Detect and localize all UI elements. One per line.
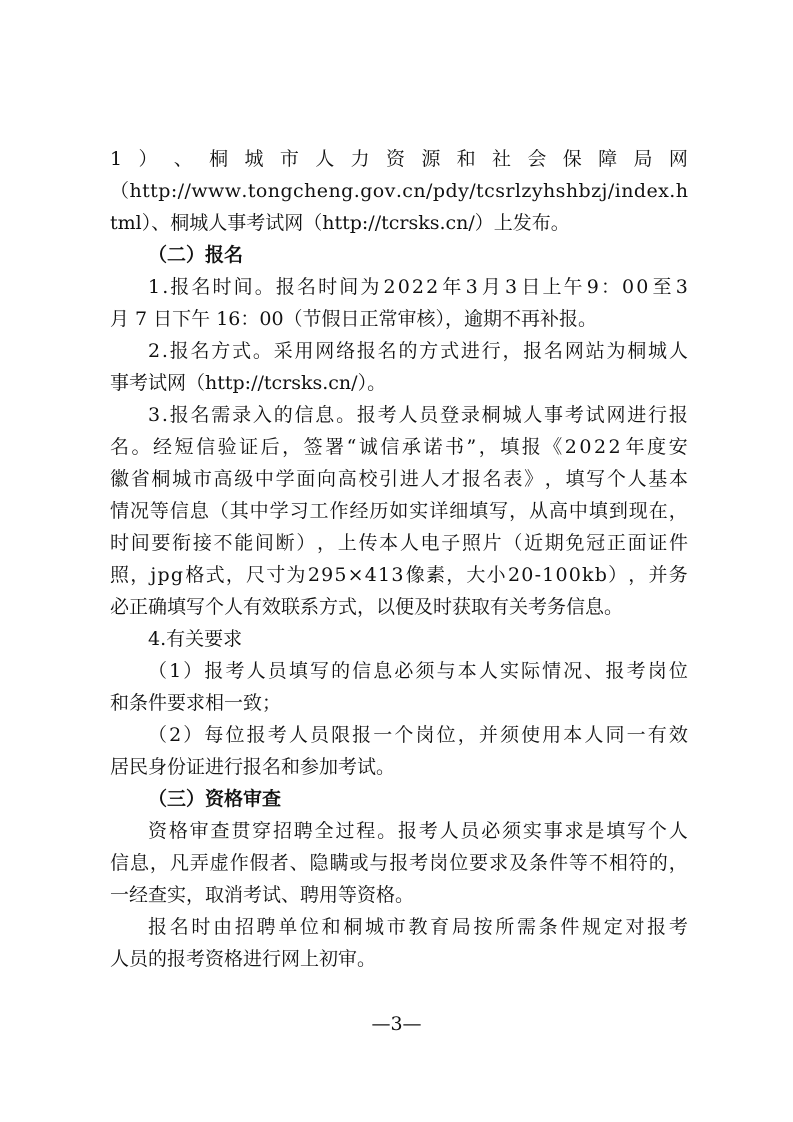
text-line: 必正确填写个人有效联系方式，以便及时获取有关考务信息。 [110,596,624,618]
document-body [110,143,688,975]
text-line: 名 。 经 短 信 验 证 后 ， 签 署 “ 诚 信 承 诺 书 ” ， 填 报 《 2 0 2 2 年 度 安 [110,436,688,458]
text-line: 居民身份证进行报名和参加考试。 [110,756,396,778]
text-line: 1 . 报 名 时 间 。 报 名 时 间 为 2 0 2 2 年 3 月 3 日 上 午 9 ： 0 0 至 3 [148,276,688,298]
text-line: 照 ， j p g 格 式 ， 尺 寸 为 2 9 5 × 4 1 3 像 素 ， 大 小 2 0 - 1 0 0 k b ） ， 并 务 [110,564,688,586]
text-line: 1 ） 、 桐 城 市 人 力 资 源 和 社 会 保 障 局 网 [110,148,688,170]
section-heading: （二）报名 [148,244,244,266]
text-line: 时 间 要 衔 接 不 能 间 断 ） ， 上 传 本 人 电 子 照 片 （ 近 期 免 冠 正 面 证 件 [110,532,688,554]
section-heading: （三）资格审查 [148,788,282,810]
text-line: 和条件要求相一致； [110,692,282,714]
page-number: —3— [371,1013,422,1035]
text-line: 信 息 ， 凡 弄 虚 作 假 者 、 隐 瞒 或 与 报 考 岗 位 要 求 及 条 件 等 不 相 符 的 ， [110,852,688,874]
text-line: 月 7 日下午 16：00（节假日正常审核），逾期不再补报。 [110,308,598,330]
text-line: 报 名 时 由 招 聘 单 位 和 桐 城 市 教 育 局 按 所 需 条 件 规 定 对 报 考 [148,916,688,938]
text-line: （ h t t p : / / w w w . t o n g c h e n g . g o v . c n / p d y / t c s r l z y h s h b z j / i n d e x . h [110,180,688,202]
text-line: （ 2 ） 每 位 报 考 人 员 限 报 一 个 岗 位 ， 并 须 使 用 本 人 同 一 有 效 [148,724,688,746]
text-line: 事考试网（http://tcrsks.cn/）。 [110,372,387,394]
text-line: tml）、桐城人事考试网（http://tcrsks.cn/）上发布。 [110,212,570,234]
text-line: 情 况 等 信 息 （ 其 中 学 习 工 作 经 历 如 实 详 细 填 写 ， 从 高 中 填 到 现 在 ， [110,500,688,522]
text-line: 徽 省 桐 城 市 高 级 中 学 面 向 高 校 引 进 人 才 报 名 表 》 ， 填 写 个 人 基 本 [110,468,688,490]
text-line: 资 格 审 查 贯 穿 招 聘 全 过 程 。 报 考 人 员 必 须 实 事 求 是 填 写 个 人 [148,820,688,842]
text-line: 一经查实，取消考试、聘用等资格。 [110,884,415,906]
text-line: 3 . 报 名 需 录 入 的 信 息 。 报 考 人 员 登 录 桐 城 人 事 考 试 网 进 行 报 [148,404,688,426]
text-line: （ 1 ） 报 考 人 员 填 写 的 信 息 必 须 与 本 人 实 际 情 况 、 报 考 岗 位 [148,660,688,682]
text-line: 4.有关要求 [148,628,243,650]
text-line: 人员的报考资格进行网上初审。 [110,948,377,970]
text-line: 2 . 报 名 方 式 。 采 用 网 络 报 名 的 方 式 进 行 ， 报 名 网 站 为 桐 城 人 [148,340,688,362]
